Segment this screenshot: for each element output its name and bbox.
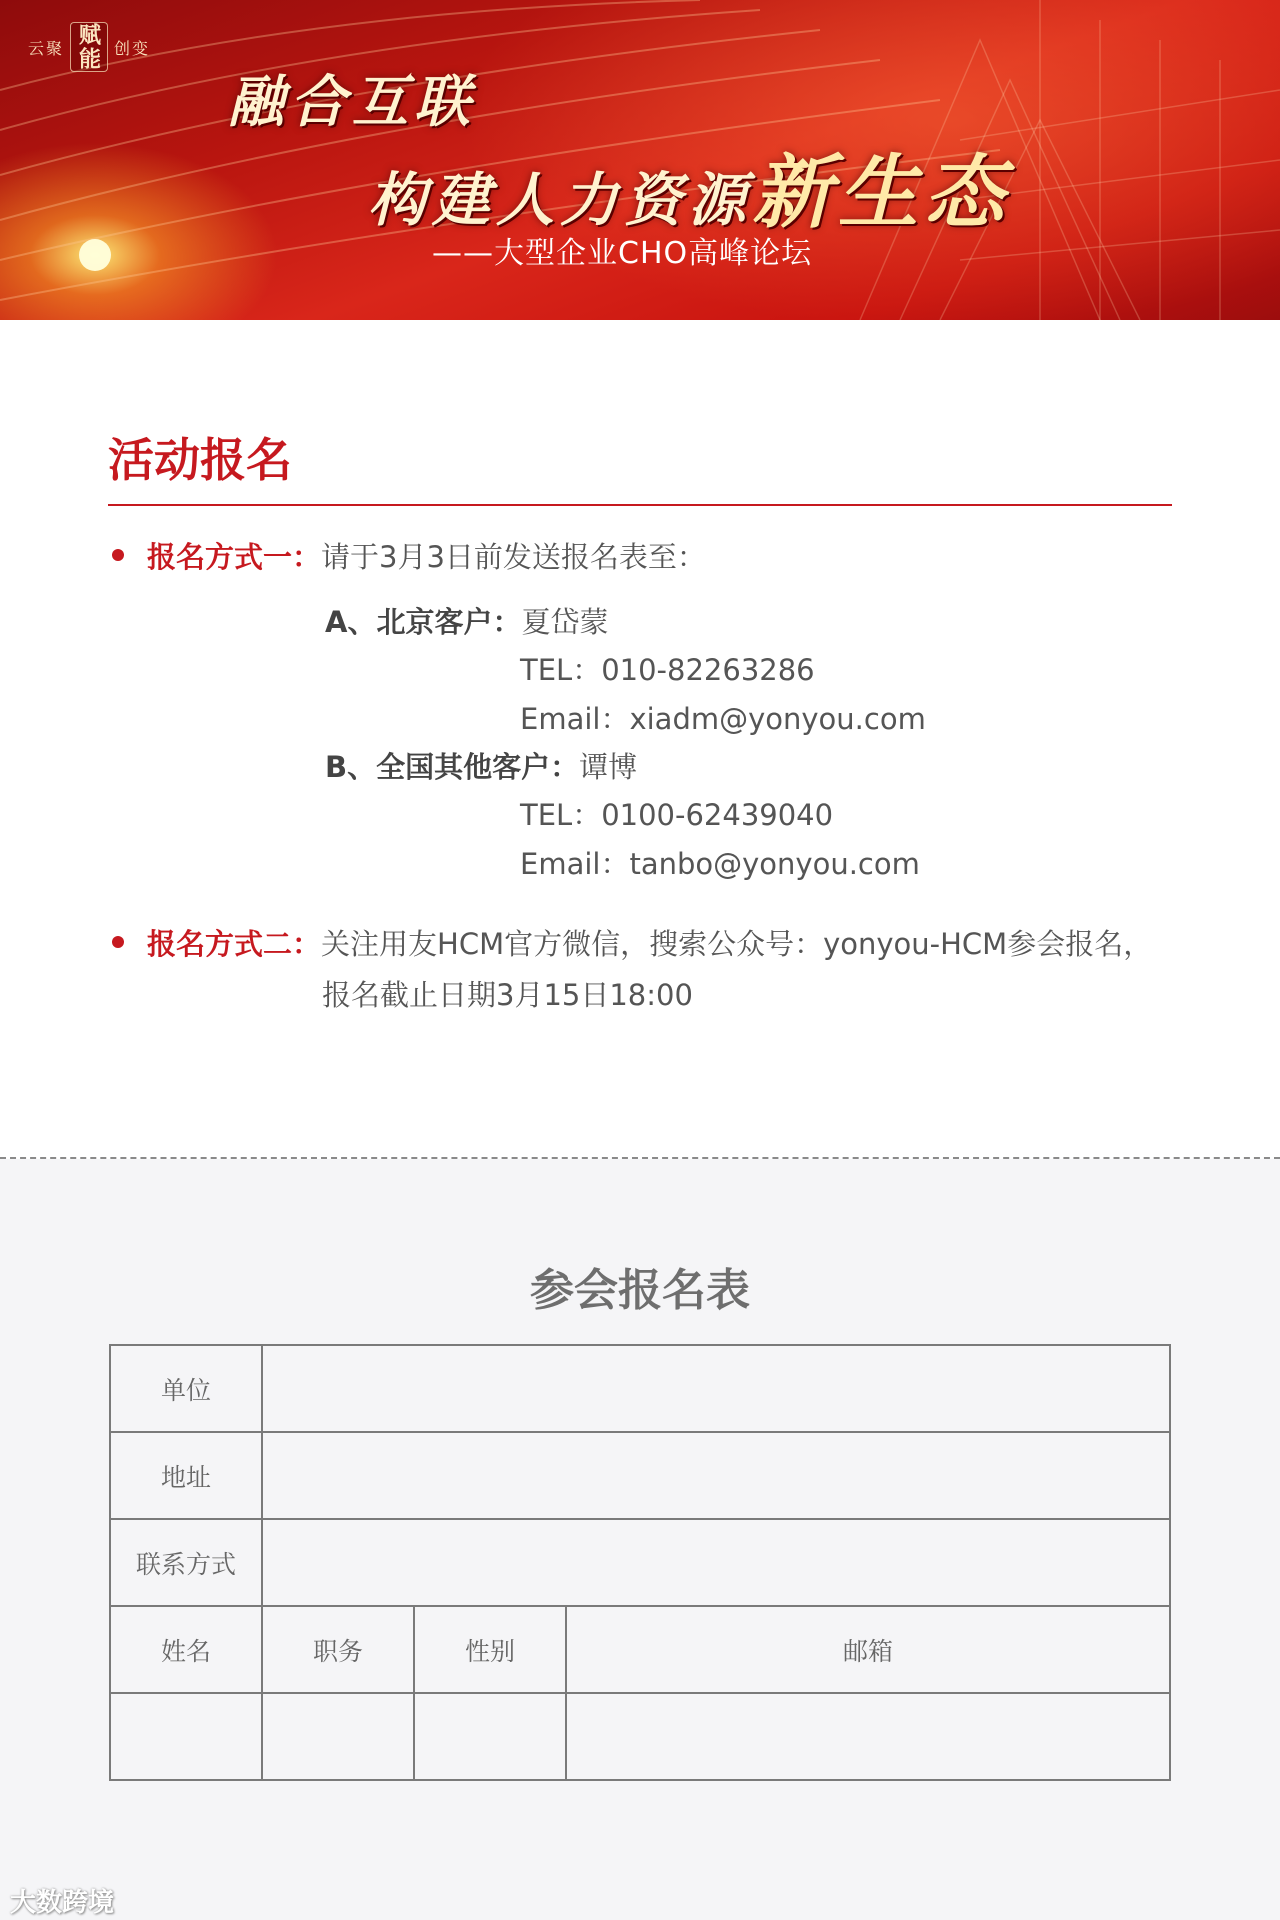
contact-a-tel: TEL：010-82263286 — [520, 653, 815, 687]
input-company[interactable] — [262, 1345, 1170, 1432]
table-row — [110, 1606, 1170, 1693]
table-row — [110, 1693, 1170, 1780]
method1-text: 请于3月3日前发送报名表至： — [321, 540, 706, 574]
header-name: 姓名 — [110, 1606, 262, 1693]
method2-line — [147, 922, 1152, 963]
header-email: 邮箱 — [566, 1606, 1170, 1693]
input-position[interactable] — [262, 1693, 414, 1780]
contact-a-name: 夏岱蒙 — [521, 605, 609, 639]
logo-text-left: 云聚 — [28, 38, 65, 58]
headline-line1: 融合互联 — [228, 69, 476, 135]
headline-subtitle: ——大型企业CHO高峰论坛 — [432, 236, 813, 271]
header-gender: 性别 — [414, 1606, 566, 1693]
headline-line2-text: 构建人力资源 — [368, 166, 753, 234]
title-divider — [108, 504, 1172, 506]
input-contact[interactable] — [262, 1519, 1170, 1606]
input-gender[interactable] — [414, 1693, 566, 1780]
method1-line — [147, 535, 706, 576]
table-row — [110, 1432, 1170, 1519]
logo-text-right: 创变 — [114, 38, 151, 58]
method2-deadline: 报名截止日期3月15日18:00 — [322, 978, 693, 1012]
label-company: 单位 — [110, 1345, 262, 1432]
input-address[interactable] — [262, 1432, 1170, 1519]
contact-b-line — [325, 745, 637, 786]
contact-a-label: A、北京客户： — [325, 605, 522, 639]
contact-a-email: Email：xiadm@yonyou.com — [520, 702, 926, 736]
method2-text: 关注用友HCM官方微信，搜索公众号：yonyou-HCM参会报名， — [321, 927, 1153, 961]
bullet-icon — [112, 936, 124, 948]
header-position: 职务 — [262, 1606, 414, 1693]
contact-b-label: B、全国其他客户： — [325, 750, 580, 784]
table-row — [110, 1519, 1170, 1606]
dashed-divider — [0, 1157, 1280, 1159]
contact-b-tel: TEL：0100-62439040 — [520, 798, 834, 832]
bullet-icon — [112, 549, 124, 561]
table-row — [110, 1345, 1170, 1432]
registration-form-table — [109, 1344, 1171, 1781]
form-title: 参会报名表 — [530, 1265, 750, 1316]
event-logo — [28, 22, 150, 72]
input-name[interactable] — [110, 1693, 262, 1780]
contact-b-email: Email：tanbo@yonyou.com — [520, 847, 920, 881]
headline-line2 — [368, 128, 1010, 243]
label-address: 地址 — [110, 1432, 262, 1519]
logo-seal: 赋能 — [70, 22, 108, 72]
method2-label: 报名方式二： — [147, 927, 322, 961]
method1-label: 报名方式一： — [147, 540, 322, 574]
contact-a-line — [325, 600, 608, 641]
headline-emphasis: 新生态 — [752, 145, 1011, 239]
label-contact: 联系方式 — [110, 1519, 262, 1606]
header-banner — [0, 0, 1280, 320]
contact-b-name: 谭博 — [579, 750, 638, 784]
signup-title: 活动报名 — [108, 433, 292, 487]
watermark: 大数跨境 — [10, 1888, 115, 1918]
input-email[interactable] — [566, 1693, 1170, 1780]
